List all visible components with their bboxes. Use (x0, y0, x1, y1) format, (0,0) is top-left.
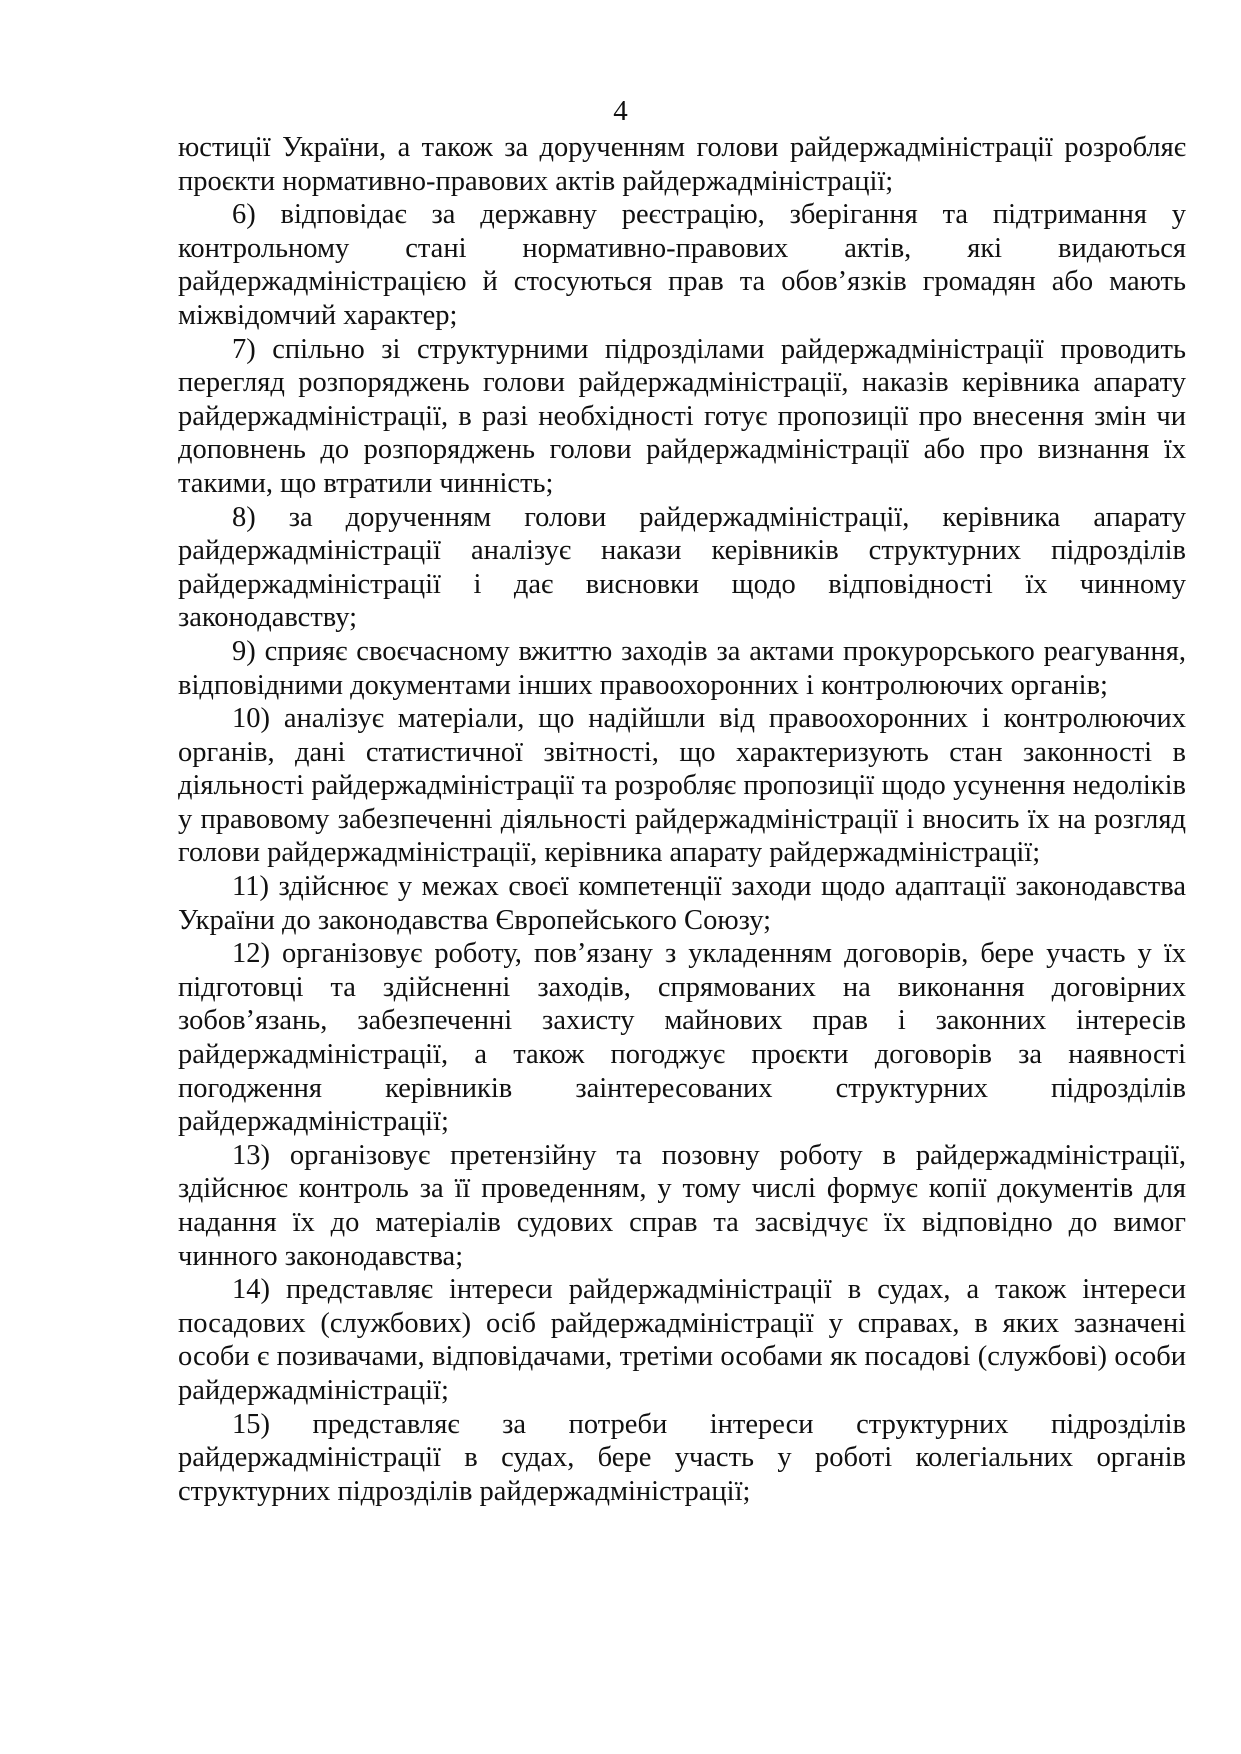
paragraph-item-13: 13) організовує претензійну та позовну роботу в райдержадміністрації, здійснює контроль за її проведенням, у тому числі формує копії документів для надання їх до матеріалів судових справ та засвідчує їх відповідно до вимог чинного законодавства; (178, 1139, 1186, 1272)
document-body (178, 131, 1186, 1508)
paragraph-item-11: 11) здійснює у межах своєї компетенції заходи щодо адаптації законодавства України до законодавства Європейського Союзу; (178, 871, 1186, 936)
paragraph-item-14: 14) представляє інтереси райдержадміністрації в судах, а також інтереси посадових (службових) осіб райдержадміністрації у справах, в яких зазначені особи є позивачами, відповідачами, третіми особами як посадові (службові) особи райдержадміністрації; (178, 1274, 1186, 1406)
paragraph-item-12: 12) організовує роботу, пов’язану з укладенням договорів, бере участь у їх підготовці та здійсненні заходів, спрямованих на виконання договірних зобов’язань, забезпеченні захисту майнових прав і законних інтересів райдержадміністрації, а також погоджує проєкти договорів за наявності погодження керівників заінтересованих структурних підрозділів райдержадміністрації; (178, 938, 1186, 1138)
paragraph-item-6: 6) відповідає за державну реєстрацію, зберігання та підтримання у контрольному стані нормативно-правових актів, які видаються райдержадміністрацією й стосуються прав та обов’язків громадян або мають міжвідомчий характер; (178, 199, 1186, 331)
paragraph-item-9: 9) сприяє своєчасному вжиттю заходів за актами прокурорського реагування, відповідними документами інших правоохоронних і контролюючих органів; (178, 635, 1186, 701)
paragraph-item-7: 7) спільно зі структурними підрозділами райдержадміністрації проводить перегляд розпоряджень голови райдержадміністрації, наказів керівника апарату райдержадміністрації, в разі необхідності готує пропозиції про внесення змін чи доповнень до розпоряджень голови райдержадміністрації або про визнання їх такими, що втратили чинність; (178, 333, 1186, 499)
paragraph-item-8: 8) за дорученням голови райдержадміністрації, керівника апарату райдержадміністрації аналізує накази керівників структурних підрозділів райдержадміністрації і дає висновки щодо відповідності їх чинному законодавству; (178, 501, 1186, 634)
paragraph-item-15: 15) представляє за потреби інтереси структурних підрозділів райдержадміністрації в судах, бере участь у роботі колегіальних органів структурних підрозділів райдержадміністрації; (178, 1408, 1186, 1507)
paragraph-item-10: 10) аналізує матеріали, що надійшли від правоохоронних і контролюючих органів, дані статистичної звітності, що характеризують стан законності в діяльності райдержадміністрації та розробляє пропозиції щодо усунення недоліків у правовому забезпеченні діяльності райдержадміністрації і вносить їх на розгляд голови райдержадміністрації, керівника апарату райдержадміністрації; (178, 703, 1186, 869)
page-number: 4 (613, 95, 628, 127)
paragraph-continuation: юстиції України, а також за дорученням голови райдержадміністрації розробляє проєкти нормативно-правових актів райдержадміністрації; (178, 132, 1186, 197)
